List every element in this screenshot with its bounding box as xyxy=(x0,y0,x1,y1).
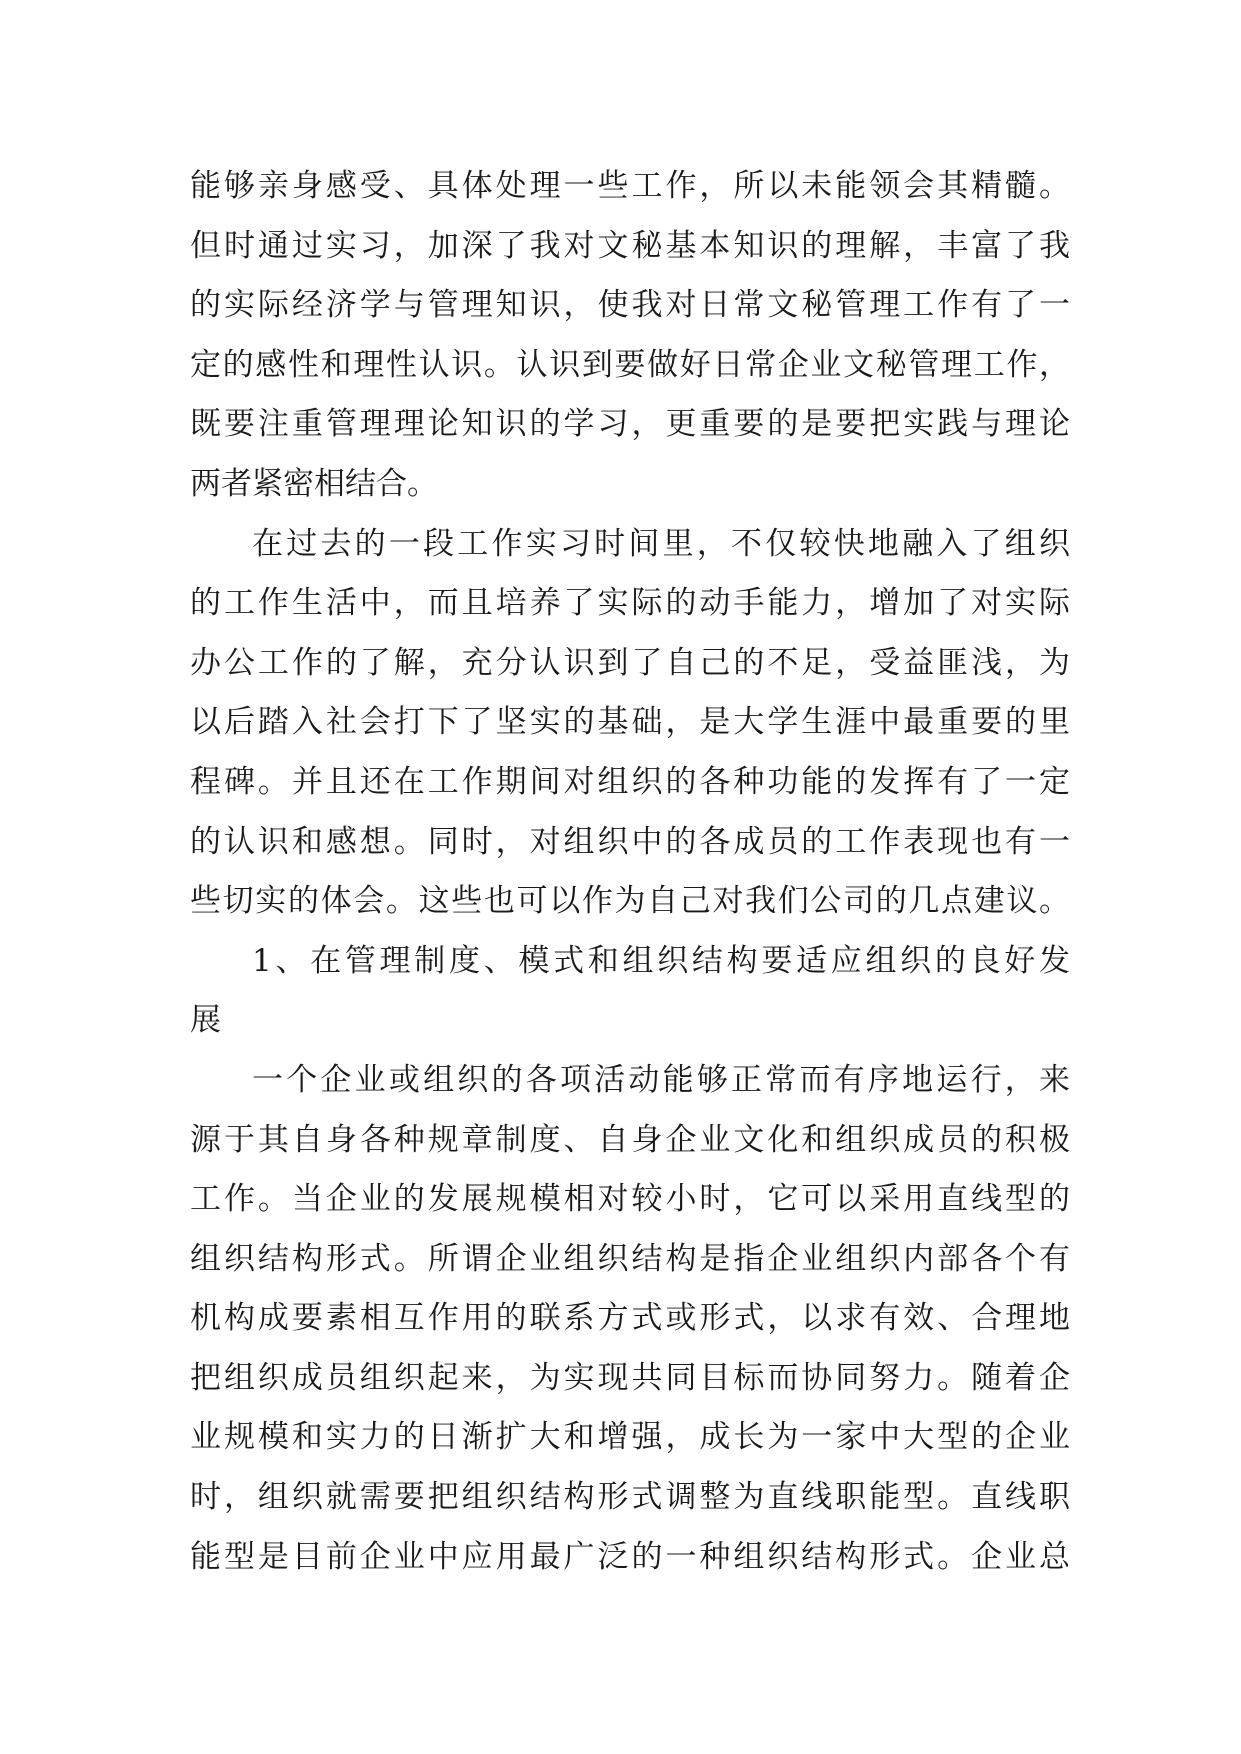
text-line: 能够亲身感受、具体处理一些工作，所以未能领会其精髓。 xyxy=(190,168,1070,204)
text-line: 办公工作的了解，充分认识到了自己的不足，受益匪浅，为 xyxy=(190,644,1070,681)
text-line: 程碑。并且还在工作期间对组织的各种功能的发挥有了一定 xyxy=(190,763,1070,800)
text-line: 但时通过实习，加深了我对文秘基本知识的理解，丰富了我 xyxy=(190,227,1070,264)
text-line: 在过去的一段工作实习时间里，不仅较快地融入了组织 xyxy=(252,525,1070,562)
text-line: 定的感性和理性认识。认识到要做好日常企业文秘管理工作， xyxy=(190,346,1070,383)
text-line: 两者紧密相结合。 xyxy=(190,465,438,502)
text-line: 工作。当企业的发展规模相对较小时，它可以采用直线型的 xyxy=(190,1181,1070,1218)
text-line: 一个企业或组织的各项活动能够正常而有序地运行，来 xyxy=(252,1061,1070,1098)
text-line: 的工作生活中，而且培养了实际的动手能力，增加了对实际 xyxy=(190,585,1070,622)
section-heading-line: 展 xyxy=(190,1002,221,1039)
section-heading-line: 1、在管理制度、模式和组织结构要适应组织的良好发 xyxy=(252,942,1070,979)
text-line: 的实际经济学与管理知识，使我对日常文秘管理工作有了一 xyxy=(190,287,1070,324)
text-line: 时，组织就需要把组织结构形式调整为直线职能型。直线职 xyxy=(190,1479,1070,1516)
text-line: 些切实的体会。这些也可以作为自己对我们公司的几点建议。 xyxy=(190,883,1070,920)
text-line: 业规模和实力的日渐扩大和增强，成长为一家中大型的企业 xyxy=(190,1419,1070,1456)
text-line: 以后踏入社会打下了坚实的基础，是大学生涯中最重要的里 xyxy=(190,704,1070,741)
body-text xyxy=(190,157,1070,1587)
text-line: 组织结构形式。所谓企业组织结构是指企业组织内部各个有 xyxy=(190,1240,1070,1277)
text-line: 既要注重管理理论知识的学习，更重要的是要把实践与理论 xyxy=(190,406,1070,443)
text-line: 机构成要素相互作用的联系方式或形式，以求有效、合理地 xyxy=(190,1300,1070,1337)
text-line: 源于其自身各种规章制度、自身企业文化和组织成员的积极 xyxy=(190,1121,1070,1158)
text-line: 把组织成员组织起来，为实现共同目标而协同努力。随着企 xyxy=(190,1359,1070,1396)
text-line: 的认识和感想。同时，对组织中的各成员的工作表现也有一 xyxy=(190,823,1070,860)
text-line: 能型是目前企业中应用最广泛的一种组织结构形式。企业总 xyxy=(190,1538,1070,1575)
